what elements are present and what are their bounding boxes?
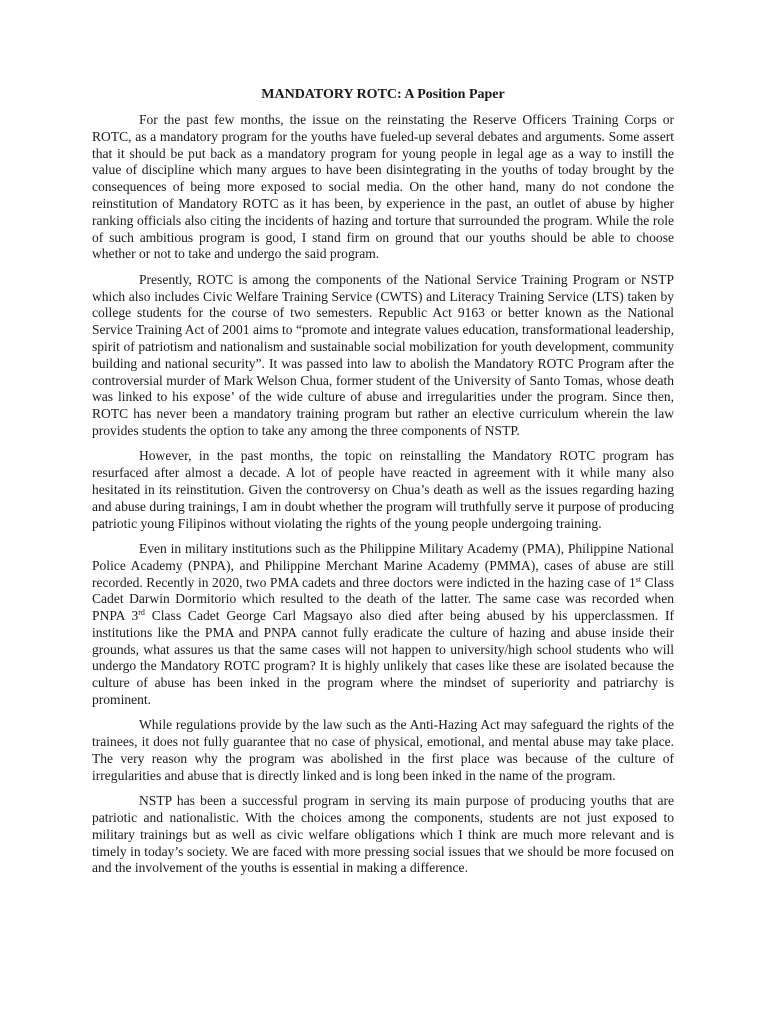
paragraph-text-part: Class Cadet George Carl Magsayo also died after being abused by his upperclassmen. If institutions like the PMA and PNPA cannot fully eradicate the culture of hazing and abuse inside their grounds, what assures us that the same cases will not happen to university/high school students who will undergo the Mandatory ROTC program? It is highly unlikely that cases like these are isolated because the culture of abuse has been inked in the program where the mindset of superiority and patriarchy is prominent. — [92, 608, 674, 708]
paragraph-introduction: For the past few months, the issue on the reinstating the Reserve Officers Training Corps or ROTC, as a mandatory program for the youths have fueled-up several debates and arguments. Some assert that it should be put back as a mandatory program for young people in legal age as a way to instill the value of discipline which many argues to have been disintegrating in the youths of today brought by the consequences of being more exposed to social media. On the other hand, many do not condone the reinstitution of Mandatory ROTC as it has been, by experience in the past, an outlet of abuse by higher ranking officials also citing the incidents of hazing and torture that surrounded the program. While the role of such ambitious program is good, I stand firm on ground that our youths should be able to choose whether or not to take and undergo the said program. — [92, 112, 674, 262]
paragraph-text-part: Class Cadet Darwin Dormitorio which resulted to the death of the latter. The same case was recorded when PNPA 3 — [92, 574, 674, 624]
paragraph-military-institutions — [92, 541, 674, 709]
paragraph-text-part: Even in military institutions such as the Philippine Military Academy (PMA), Philippine National Police Academy (PNPA), and Philippine Merchant Marine Academy (PMMA), cases of abuse are still recorded. Recently in 2020, two PMA cadets and three doctors were indicted in the hazing case of 1 — [92, 540, 674, 590]
paragraph-anti-hazing: While regulations provide by the law such as the Anti-Hazing Act may safeguard the rights of the trainees, it does not fully guarantee that no case of physical, emotional, and mental abuse may take place. The very reason why the program was abolished in the first place was because of the culture of irregularities and abuse that is directly linked and is long been inked in the name of the program. — [92, 717, 674, 783]
ordinal-suffix: rd — [138, 608, 145, 618]
paragraph-conclusion: NSTP has been a successful program in serving its main purpose of producing youths that are patriotic and nationalistic. With the choices among the components, students are not just exposed to military trainings but as well as civic welfare obligations which I think are much more relevant and is timely in today’s society. We are faced with more pressing social issues that we should be more focused on and the involvement of the youths is essential in making a difference. — [92, 793, 674, 876]
document-page — [92, 86, 674, 886]
paragraph-resurfaced-topic: However, in the past months, the topic on reinstalling the Mandatory ROTC program has resurfaced after almost a decade. A lot of people have reacted in agreement with it while many also hesitated in its reinstitution. Given the controversy on Chua’s death as well as the issues regarding hazing and abuse during trainings, I am in doubt whether the program will truthfully serve it purpose of producing patriotic young Filipinos without violating the rights of the young people undergoing training. — [92, 448, 674, 531]
ordinal-suffix: st — [635, 574, 642, 584]
document-title: MANDATORY ROTC: A Position Paper — [261, 87, 505, 102]
paragraph-nstp-background: Presently, ROTC is among the components of the National Service Training Program or NSTP which also includes Civic Welfare Training Service (CWTS) and Literacy Training Service (LTS) taken by college students for the course of two semesters. Republic Act 9163 or better known as the National Service Training Act of 2001 aims to “promote and integrate values education, transformational leadership, spirit of patriotism and nationalism and sustainable social mobilization for youth development, community building and national security”. It was passed into law to abolish the Mandatory ROTC Program after the controversial murder of Mark Welson Chua, former student of the University of Santo Tomas, whose death was linked to his expose’ of the wide culture of abuse and irregularities under the program. Since then, ROTC has never been a mandatory training program but rather an elective curriculum wherein the law provides students the option to take any among the three components of NSTP. — [92, 271, 674, 438]
